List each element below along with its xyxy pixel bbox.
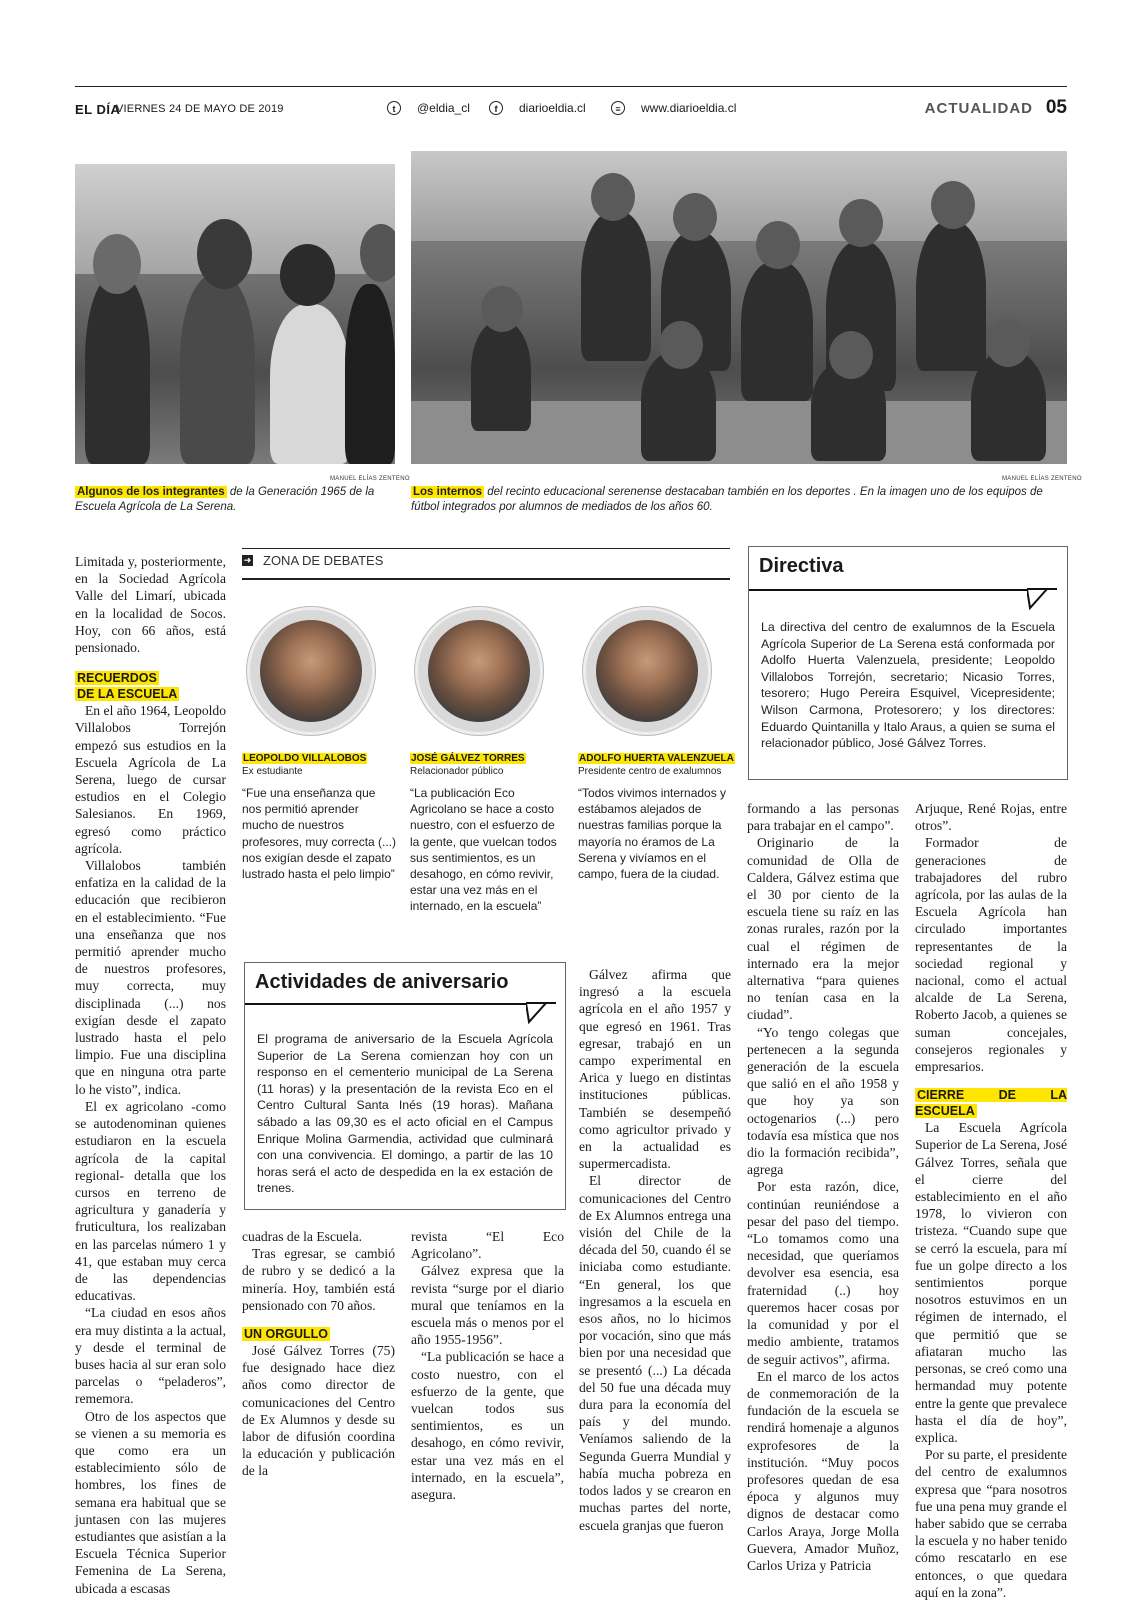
article-column-2 [242, 1228, 395, 1480]
directiva-box [748, 546, 1068, 780]
person-name: LEOPOLDO VILLALOBOS [243, 753, 367, 764]
subheading-cierre: CIERRE DE LA ESCUELA [915, 1088, 1067, 1119]
paragraph: “La ciudad en esos años era muy distinta a la actual, y desde el terminal de buses hacia al sur eran solo parcelas o “peladeros”, rememora. [75, 1305, 226, 1407]
zona-de-debates-label: ➜ ZONA DE DEBATES [243, 553, 384, 568]
person-quote: “La publicación Eco Agricolano se hace a costo nuestro, con el esfuerzo de la gente, que vuelcan todos sus sentimientos, es un desahogo, en cómo revivir, estar una vez más en el internado, en la escuela” [410, 786, 557, 914]
paragraph: formando a las personas para trabajar en el campo”. [747, 801, 899, 834]
photo-credit-left: MANUEL ELÍAS ZENTENO [330, 476, 410, 482]
speech-tail-icon [526, 1002, 556, 1026]
person-role: Ex estudiante [242, 766, 303, 777]
paragraph: El director de comunicaciones del Centro de Ex Alumnos entrega una visión del Chile de la década del 50, cuando él se iniciaba como estudiante. “En general, los que ingresamos a la escuela en esos años, no lo hicimos por vocación, sino que más bien por una necesidad que se presentó (...) La década del 50 fue una década muy dura para la economía del país y del mundo. Veníamos saliendo de la Segunda Guerra Mundial y había mucha pobreza en todos lados y se crearon en muchas partes del norte, escuela granjas que fueron [579, 1173, 731, 1533]
issue-date: VIERNES 24 DE MAYO DE 2019 [116, 103, 284, 115]
zona-top-rule [242, 548, 730, 549]
globe-icon: ≡ [611, 101, 625, 115]
paragraph: El ex agricolano -como se autodenominan quienes estudiaron en la escuela agrícola de la capital regional- detalla que los cursos en terreno de agricultura y ganadería y fruticultura, los realizaban en las parcelas número 1 y 41, que estaban muy cerca de las dependencias educativas. [75, 1098, 226, 1304]
caption-highlight: Algunos de los integrantes [77, 486, 225, 498]
article-column-3 [411, 1228, 564, 1503]
portrait-villalobos [250, 610, 372, 732]
portrait-galvez [418, 610, 540, 732]
paragraph: cuadras de la Escuela. [242, 1229, 363, 1244]
box-title: Directiva [759, 555, 844, 577]
box-text: La directiva del centro de exalumnos de la Escuela Agrícola Superior de La Serena está conformada por Adolfo Huerta Valenzuela, presidente; Leopoldo Villalobos Torrejón, secretario; Nicasio Torres, tesorero; Hugo Pereira Esquivel, Vicepresidente; Wilson Carmona, Protesorero; y los directores: Eduardo Quintanilla y Italo Araus, a quien se suma el relacionador público, José Gálvez Torres. [761, 620, 1055, 751]
paragraph: Limitada y, posteriormente, en la Sociedad Agrícola Valle del Limarí, ubicada en la localidad de Socos. Hoy, con 66 años, está pensionado. [75, 554, 226, 656]
subheading-un-orgullo: UN ORGULLO [244, 1327, 329, 1342]
twitter-icon: t [387, 101, 401, 115]
paragraph: En el marco de los actos de conmemoración de la fundación de la escuela se rendirá homenaje a algunos exprofesores de la institución. “Muy pocos profesores quedan de esa época y algunos muy dignos de destacar como Carlos Araya, Jorge Molla Guevera, Amador Muñoz, Carlos Uriza y Patricia [747, 1368, 899, 1573]
paragraph: Tras egresar, se cambió de rubro y se dedicó a la minería. Hoy, también está pensionado con 70 años. [242, 1246, 395, 1313]
paragraph: Por su parte, el presidente del centro de exalumnos expresa que “para nosotros fue una pena muy grande el haber sabido que se cerraba la escuela y no haber tenido cómo rescatarlo en ese entonces, o que quedara aquí en la zona”. [915, 1447, 1067, 1600]
speech-tail-icon [1027, 588, 1057, 612]
website-link[interactable]: ≡ www.diarioeldia.cl [611, 101, 736, 115]
portrait-huerta [586, 610, 708, 732]
page-header [75, 96, 1067, 126]
paragraph: En el año 1964, Leopoldo Villalobos Torrejón empezó sus estudios en la Escuela Agrícola de La Serena, luego de cursar estudios en el Colegio Salesianos. En 1969, egresó como práctico agrícola. [75, 703, 226, 856]
paragraph: Arjuque, René Rojas, entre otros”. [915, 801, 1067, 834]
caption-highlight: Los internos [413, 486, 483, 498]
article-column-4 [579, 966, 731, 1534]
person-quote: “Fue una enseñanza que nos permitió aprender mucho de nuestros profesores, muy correcta (...) nos exigían desde el zapato lustrado hasta el pelo limpio” [242, 786, 397, 882]
paragraph: revista “El Eco Agricolano”. [411, 1229, 564, 1262]
zona-bottom-rule [242, 578, 730, 580]
photo-caption-right: Los internos del recinto educacional serenense destacaban también en los deportes . En la imagen uno de los equipos de fútbol integrados por alumnos de mediados de los años 60. [411, 486, 1043, 513]
actividades-box [244, 962, 566, 1210]
paragraph: José Gálvez Torres (75) fue designado hace diez años como director de comunicaciones del Centro de Ex Alumnos y desde su labor de difusión coordina la educación y publicación de la [242, 1343, 395, 1479]
photo-generacion-1965 [75, 164, 395, 464]
facebook-link[interactable]: f diarioeldia.cl [489, 101, 586, 115]
paragraph: Gálvez expresa que la revista “surge por el diario mural que teníamos en la escuela más o menos por el año 1955-1956”. [411, 1263, 564, 1348]
photo-caption-left: Algunos de los integrantes de la Generación 1965 de la Escuela Agrícola de La Serena. [75, 486, 375, 513]
paragraph: Por esta razón, dice, continúan reuniéndose a pesar del paso del tiempo. “Lo tomamos como una necesidad, que queríamos devolver esa esencia, esa fraternidad (..) hoy queremos hacer cosas por la comunidad y por el medio ambiente, tratamos de seguir activos”, afirma. [747, 1179, 899, 1367]
facebook-icon: f [489, 101, 503, 115]
box-title: Actividades de aniversario [255, 971, 509, 993]
article-column-1 [75, 553, 226, 1597]
article-column-5 [747, 800, 899, 1574]
twitter-handle[interactable]: t @eldia_cl [387, 101, 470, 115]
paragraph: “Yo tengo colegas que pertenecen a la segunda generación de la escuela que salió en el año 1958 y que hoy ya son octogenarios (...) pero todavía esa mística que nos dio la formación recibida”, agrega [747, 1024, 899, 1178]
subheading-recuerdos: RECUERDOS DE LA ESCUELA [77, 671, 178, 702]
person-name: JOSÉ GÁLVEZ TORRES [411, 753, 525, 764]
person-quote: “Todos vivimos internados y estábamos alejados de nuestras familias porque la mayoría no éramos de La Serena y vivíamos en el campo, fuera de la ciudad. [578, 786, 727, 882]
paragraph: Formador de generaciones de trabajadores del rubro agrícola, por las aulas de la Escuela Agrícola han circulado importantes representantes de la sociedad regional y nacional, como el actual alcalde de La Serena, Roberto Jacob, a quienes se suman concejales, consejeros regionales y empresarios. [915, 835, 1067, 1075]
page-number: 05 [1045, 97, 1067, 118]
paragraph: Villalobos también enfatiza en la calidad de la educación que recibieron en el establecimiento. “Fue una enseñanza que nos permitió aprender mucho de nuestros profesores, muy correcta, muy disciplinada (...) nos exigían desde el zapato lustrado hasta el pelo limpio. Fue una disciplina que en ninguna otra parte lo he visto”, indica. [75, 858, 226, 1097]
section-label: ACTUALIDAD [924, 100, 1033, 117]
article-column-6 [915, 800, 1067, 1601]
paragraph: Gálvez afirma que ingresó a la escuela agrícola en el año 1957 y que egresó en 1961. Tras egresar, trabajó en un campo experimental en Arica y luego en distintas instituciones públicas. También se desempeñó como agricultor privado y en la actualidad es supermercadista. [579, 967, 731, 1172]
paragraph: Originario de la comunidad de Olla de Caldera, Gálvez estima que el 30 por ciento de la escuela tiene su raíz en las zonas rurales, razón por la cual el régimen de internado era la mejor alternativa “para quienes no tenían casa en la ciudad”. [747, 835, 899, 1023]
person-role: Relacionador público [410, 766, 504, 777]
person-role: Presidente centro de exalumnos [578, 766, 722, 777]
paragraph: “La publicación se hace a costo nuestro, con el esfuerzo de la gente, que vuelcan todos sus sentimientos, es un desahogo, en cómo revivir, estar una vez más en el internado, en la escuela”, asegura. [411, 1349, 564, 1503]
paragraph: Otro de los aspectos que se vienen a su memoria es que como era un establecimiento sólo de hombres, los fines de semana era habitual que se juntasen con las mujeres estudiantes que asistían a la Escuela Técnica Superior Femenina de La Serena, ubicada a escasas [75, 1408, 226, 1596]
photo-equipo-futbol [411, 151, 1067, 464]
photo-credit-right: MANUEL ELÍAS ZENTENO [1002, 476, 1082, 482]
paragraph: La Escuela Agrícola Superior de La Serena, José Gálvez Torres, señala que el cierre del establecimiento en el año 1978, lo vivieron con tristeza. “Cuando supe que se cerró la escuela, para mí fue un golpe directo a los sentimientos porque nosotros estuvimos en un régimen de internado, el que permitió que se afiataran mucho las personas, se creó como una hermandad muy potente entre la gente que prevalece hasta el día de hoy”, explica. [915, 1120, 1067, 1445]
arrow-icon: ➜ [243, 555, 252, 565]
header-rule [75, 86, 1067, 87]
newspaper-brand: EL DÍA [75, 102, 121, 117]
person-name: ADOLFO HUERTA VALENZUELA [579, 753, 734, 764]
box-text: El programa de aniversario de la Escuela Agrícola Superior de La Serena comienzan hoy con un responso en el cementerio municipal de La Serena (11 horas) y la presentación de la revista Eco en el Centro Cultural Santa Inés (19 horas). Mañana sábado a las 09,30 es el acto oficial en el Campus Enrique Molina Garmendia, actividad que culminará con una convivencia. El domingo, a partir de las 10 horas será el acto de despedida en la ex estación de trenes. [257, 1032, 553, 1196]
